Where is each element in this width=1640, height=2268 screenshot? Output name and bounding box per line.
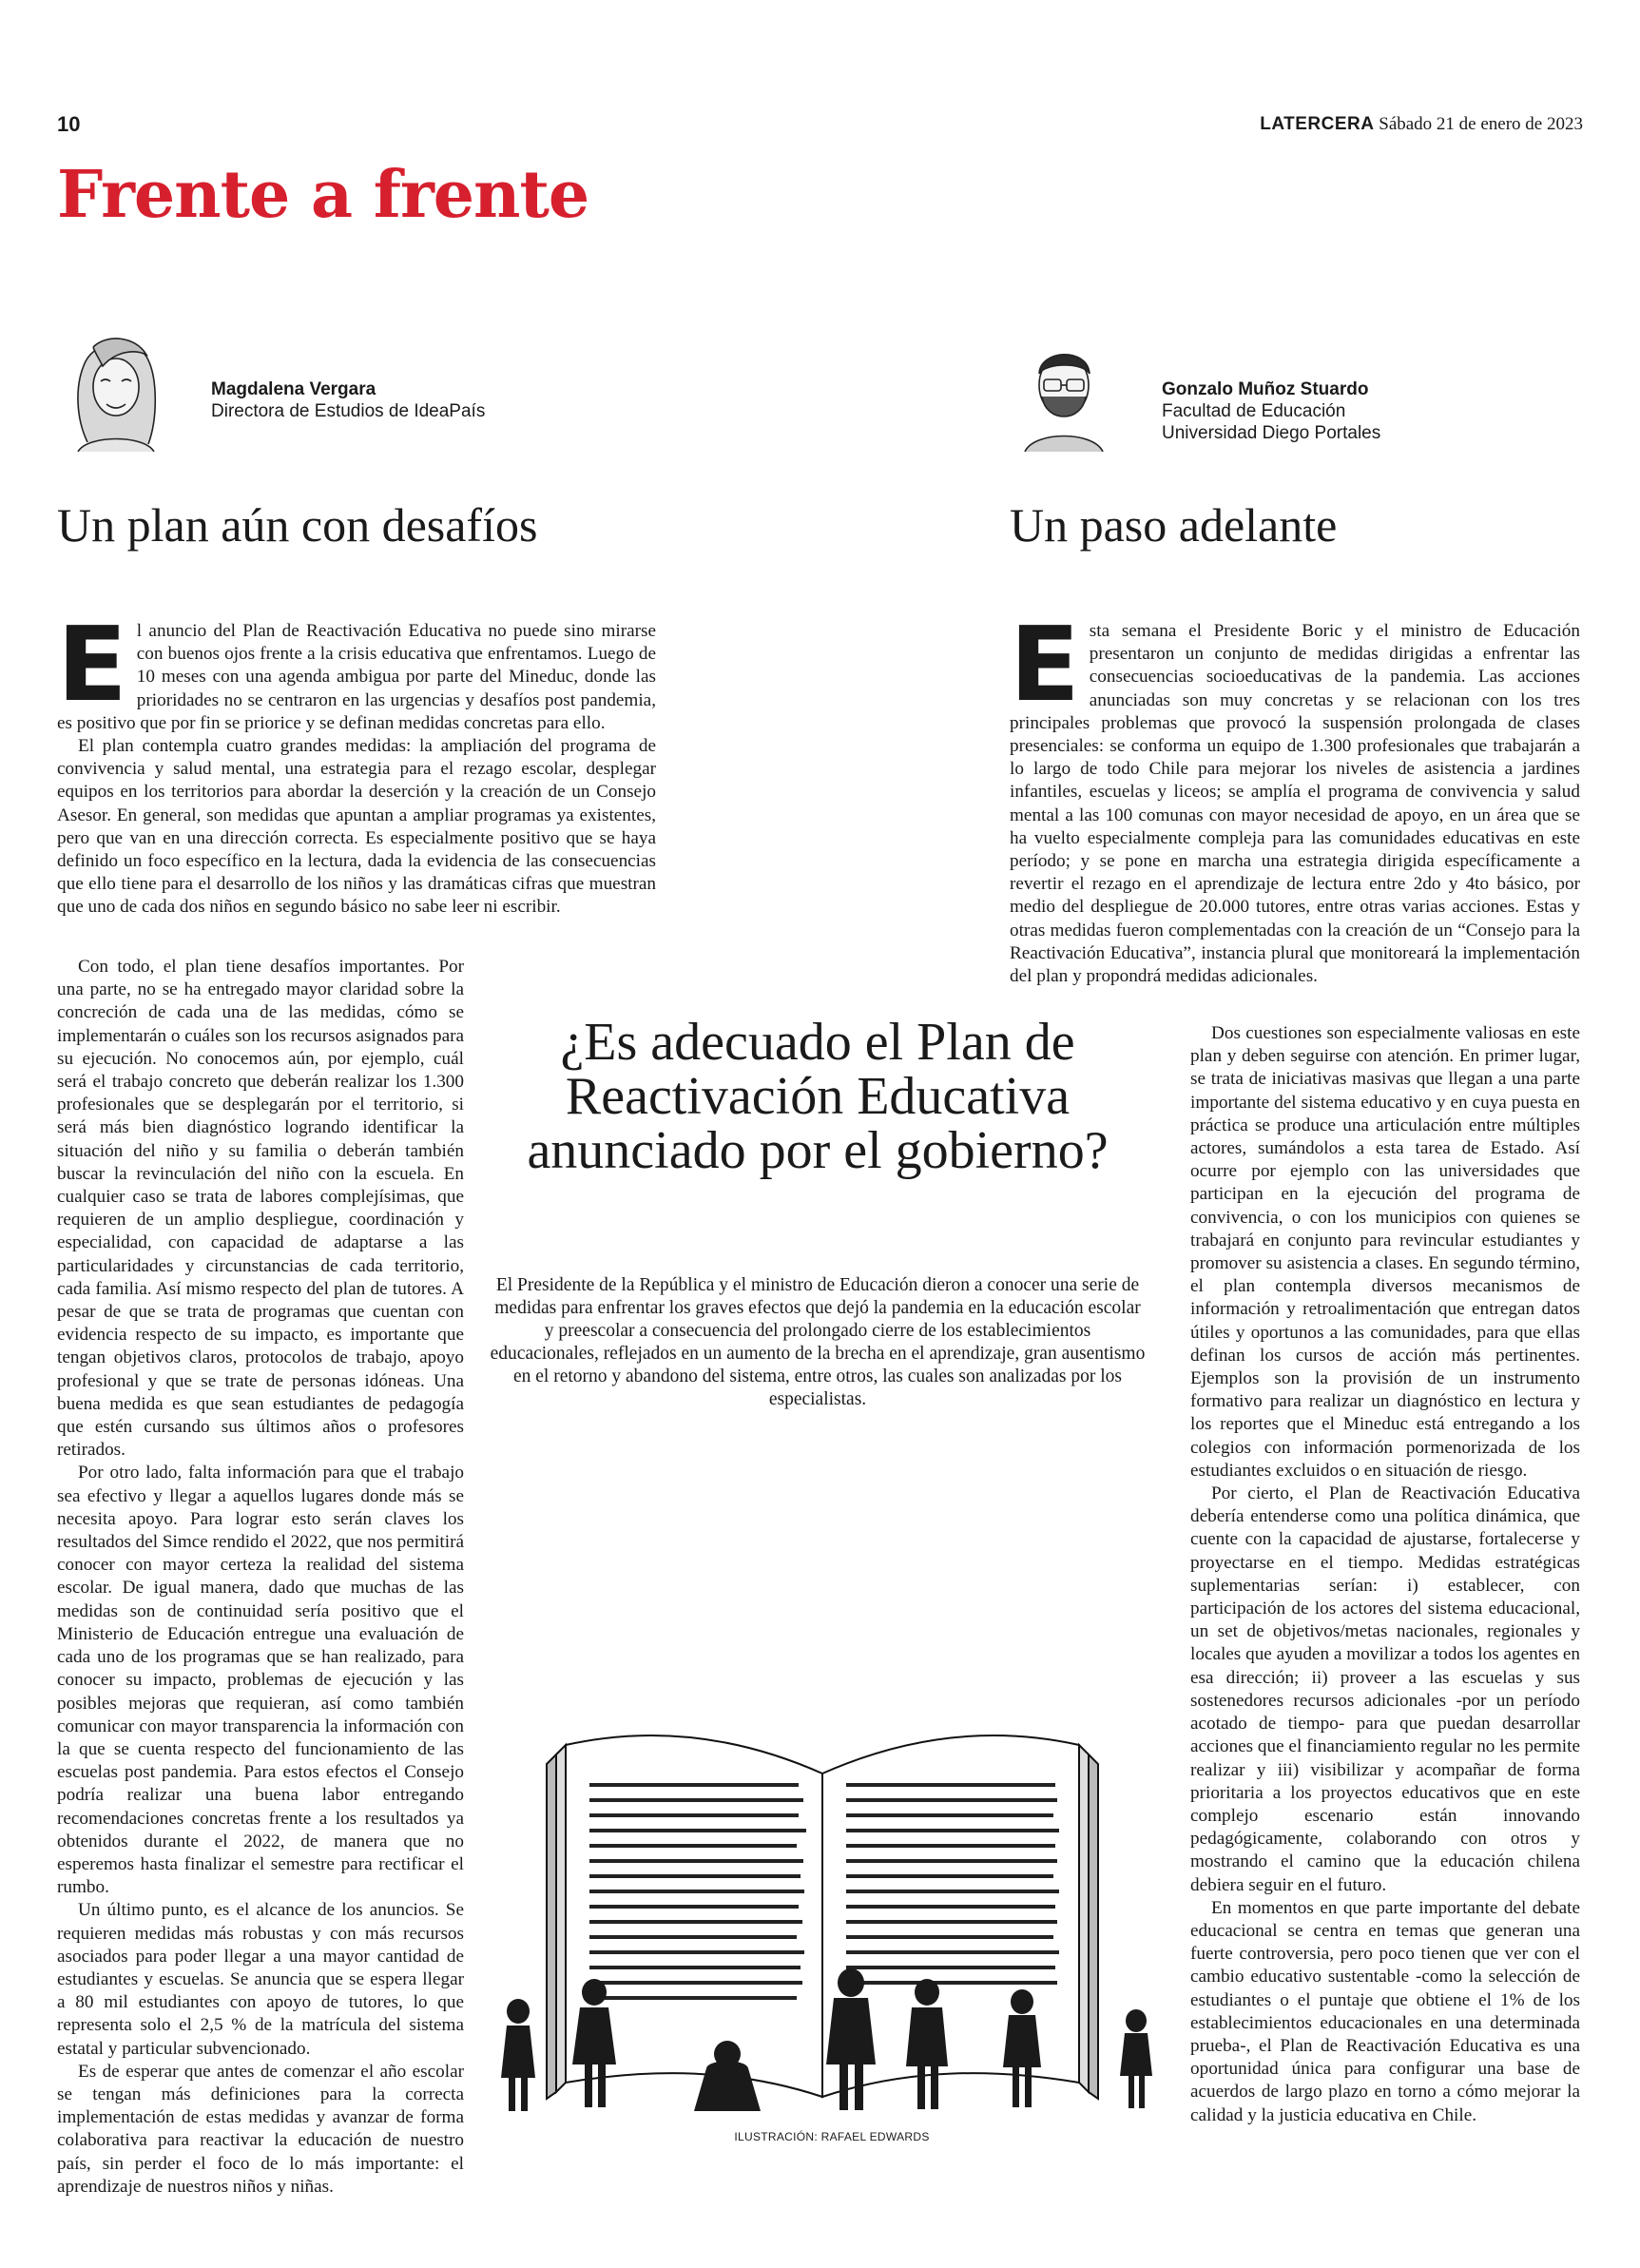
debate-question: ¿Es adecuado el Plan de Reactivación Educativa anunciado por el gobierno?: [527, 1013, 1109, 1180]
right-headline: Un paso adelante: [1010, 498, 1338, 552]
left-headline: Un plan aún con desafíos: [57, 498, 538, 552]
right-dropcap: E: [1010, 606, 1080, 725]
newspaper-brand: LATERCERA: [1260, 114, 1375, 134]
left-author-portrait: [59, 328, 171, 452]
left-paragraph-1: l anuncio del Plan de Reactivación Educativa no puede sino mirarse con buenos ojos frente a la crisis educativa que enfrentamos. Luego de 10 meses con una agenda ambigua por parte del Mineduc, donde las prioridades no se centraron en las urgencias y desafíos post pandemia, es positivo que por fin se priorice y se definan medidas concretas para ello.: [57, 621, 656, 733]
debate-lead: El Presidente de la República y el ministro de Educación dieron a conocer una serie de medidas para enfrentar los graves efectos que dejó la pandemia en la educación escolar y preescolar a consecuencia del prolongado cierre de los establecimientos educacionales, reflejados en un aumento de la brecha en el aprendizaje, gran ausentismo en el retorno y abandono del sistema, entre otros, las cuales son analizadas por los especialistas.: [490, 1275, 1146, 1409]
right-paragraph-4: En momentos en que parte importante del debate educacional se centra en temas que generan una fuerte controversia, pero poco tienen que ver con el cambio educativo sustentable -como la selección de estudiantes o el puntaje que obtiene el 1% de los establecimientos educacionales en una determinada prueba-, el Plan de Reactivación Educativa es una oportunidad única para configurar una base de acuerdos de largo plazo en torno a cómo mejorar la calidad y la justicia educativa en Chile.: [1190, 1897, 1580, 2125]
masthead: [1260, 114, 1583, 135]
open-book-illustration: [490, 1707, 1174, 2125]
right-author-role-line1: Facultad de Educación: [1162, 401, 1346, 421]
left-article-body-top: [57, 606, 656, 920]
right-author-portrait: [1008, 328, 1120, 452]
right-author-info: [1162, 378, 1380, 444]
left-author-role: Directora de Estudios de IdeaPaís: [211, 401, 486, 421]
issue-date: Sábado 21 de enero de 2023: [1379, 114, 1583, 134]
right-author-name: Gonzalo Muñoz Stuardo: [1162, 379, 1369, 399]
left-author-info: [211, 378, 485, 422]
left-dropcap: E: [57, 606, 127, 725]
left-paragraph-3: Con todo, el plan tiene desafíos importantes. Por una parte, no se ha entregado mayor claridad sobre la concreción de cada una de las medidas, cómo se implementarán o cuáles son los recursos asignados para su ejecución. No conocemos aún, por ejemplo, cuál será el trabajo concreto que deberán realizar los 1.300 profesionales que se desplegarán por el territorio, si será más bien diagnóstico logrando identificar la situación del niño y su familia o deberán también buscar la revinculación del niño con la escuela. En cualquier caso se trata de labores complejísimas, que requieren de un amplio despliegue, coordinación y especialidad, con capacidad de adaptarse a las particularidades y circunstancias de cada territorio, cada familia. Así mismo respecto del plan de tutores. A pesar de que se trata de programas que cuentan con evidencia respecto de su impacto, es importante que tengan objetivos claros, protocolos de trabajo, apoyo profesional y que se trate de personas idóneas. Una buena medida es que sean estudiantes de pedagogía que estén cursando sus últimos años o profesores retirados.: [57, 957, 464, 1461]
right-paragraph-1: sta semana el Presidente Boric y el ministro de Educación presentaron un conjunto de medidas dirigidas a enfrentar las consecuencias socioeducativas de la pandemia. Las acciones anunciadas son muy concretas y se relacionan con los tres principales problemas que provocó la suspensión prolongada de clases presenciales: se conforma un equipo de 1.300 profesionales que trabajarán a lo largo de todo Chile para mejorar los niveles de asistencia a jardines infantiles, escuelas y liceos; se amplía el programa de convivencia y salud mental a las 100 comunas con mayor necesidad de apoyo, en un área que se ha vuelto especialmente compleja para las comunidades educativas en este período; y se pone en marcha una estrategia dirigida específicamente a revertir el rezago en el aprendizaje de lectura entre 2do y 4to básico, por medio del despliegue de 20.000 tutores, entre otras varias acciones. Estas y otras medidas fueron complementadas con la creación de un “Consejo para la Reactivación Educativa”, instancia plural que monitoreará la implementación del plan y propondrá medidas adicionales.: [1010, 621, 1580, 987]
left-paragraph-5: Un último punto, es el alcance de los anuncios. Se requieren medidas más robustas y con más recursos asociados para poder llegar a una mayor cantidad de estudiantes y escuelas. Se anuncia que se espera llegar a 80 mil estudiantes con apoyo de tutores, lo que representa solo el 2,5 % de la matrícula del sistema estatal y particular subvencionado.: [57, 1900, 464, 2059]
right-author-role-line2: Universidad Diego Portales: [1162, 423, 1381, 443]
left-paragraph-6: Es de esperar que antes de comenzar el año escolar se tengan más definiciones para la correcta implementación de estas medidas y avanzar de forma colaborativa para reactivar la educación de nuestro país, sin perder el foco de lo más importante: el aprendizaje de nuestros niños y niñas.: [57, 2061, 464, 2197]
illustration-credit: ILUSTRACIÓN: RAFAEL EDWARDS: [734, 2130, 930, 2143]
left-author-name: Magdalena Vergara: [211, 379, 376, 399]
page-number: 10: [57, 112, 81, 136]
right-paragraph-3: Por cierto, el Plan de Reactivación Educativa debería entenderse como una política dinámica, que cuente con la capacidad de ajustarse, fortalecerse y proyectarse en el tiempo. Medidas estratégicas suplementarias serían: i) establecer, con participación de los actores del sistema educacional, un set de objetivos/metas nacionales, regionales y locales que ayuden a movilizar a todos los agentes en esa dirección; ii) proveer a las escuelas y sus sostenedores recursos adicionales -por un período acotado de tiempo- para que puedan desarrollar acciones que el financiamiento regular no les permite realizar y iii) visibilizar y acompañar de forma prioritaria a los proyectos educativos que en este complejo escenario están innovando pedagógicamente, colaborando con otros y mostrando el camino que la educación chilena debiera seguir en el futuro.: [1190, 1483, 1580, 1895]
left-paragraph-4: Por otro lado, falta información para que el trabajo sea efectivo y llegar a aquellos lugares donde más se necesita apoyo. Para lograr esto serán claves los resultados del Simce rendido el 2022, que nos permitirá conocer con mayor certeza la realidad del sistema escolar. De igual manera, dado que muchas de las medidas son de continuidad sería positivo que el Ministerio de Educación entregue una evaluación de cada uno de los programas que se han realizado, para conocer su impacto, problemas de ejecución y las posibles mejoras que requieran, así como también comunicar con mayor transparencia la información con la que se cuenta respecto del funcionamiento de las escuelas post pandemia. Para estos efectos el Consejo podría realizar una buena labor entregando recomendaciones concretas frente a los resultados ya obtenidos durante el 2022, de manera que no esperemos hasta finalizar el semestre para rectificar el rumbo.: [57, 1463, 464, 1898]
left-paragraph-2: El plan contempla cuatro grandes medidas: la ampliación del programa de convivencia y salud mental, una estrategia para el rezago escolar, desplegar equipos en los territorios para abordar la deserción y la creación de un Consejo Asesor. En general, son medidas que apuntan a ampliar programas ya existentes, pero que van en una dirección correcta. Es especialmente positivo que se haya definido un foco específico en la lectura, dada la evidencia de las consecuencias que ello tiene para el desarrollo de los niños y las dramáticas cifras que muestran que uno de cada dos niños en segundo básico no sabe leer ni escribir.: [57, 736, 656, 918]
right-article-body-top: [1010, 606, 1580, 988]
left-article-body-column: [57, 956, 464, 2199]
section-title: Frente a frente: [57, 157, 589, 233]
right-article-body-column: [1190, 1022, 1580, 2127]
right-paragraph-2: Dos cuestiones son especialmente valiosas en este plan y deben seguirse con atención. En primer lugar, se trata de iniciativas masivas que llegan a una parte importante del sistema educativo y en cuya puesta en práctica se produce una articulación entre múltiples actores, sumándolos a esta tarea de Estado. Así ocurre por ejemplo con las universidades que participan en la ejecución del programa de convivencia, o con los municipios con quienes se trabajará en conjunto para revincular estudiantes y promover su asistencia a clases. En segundo término, el plan contempla diversos mecanismos de información y retroalimentación que entregan datos útiles y oportunos a las comunidades, para que ellas definan los cursos de acción más pertinentes. Ejemplos son la provisión de un instrumento formativo para realizar un diagnóstico en lectura y los reportes que el Mineduc está entregando a los colegios con información pormenorizada de los estudiantes excluidos o en situación de riesgo.: [1190, 1023, 1580, 1481]
